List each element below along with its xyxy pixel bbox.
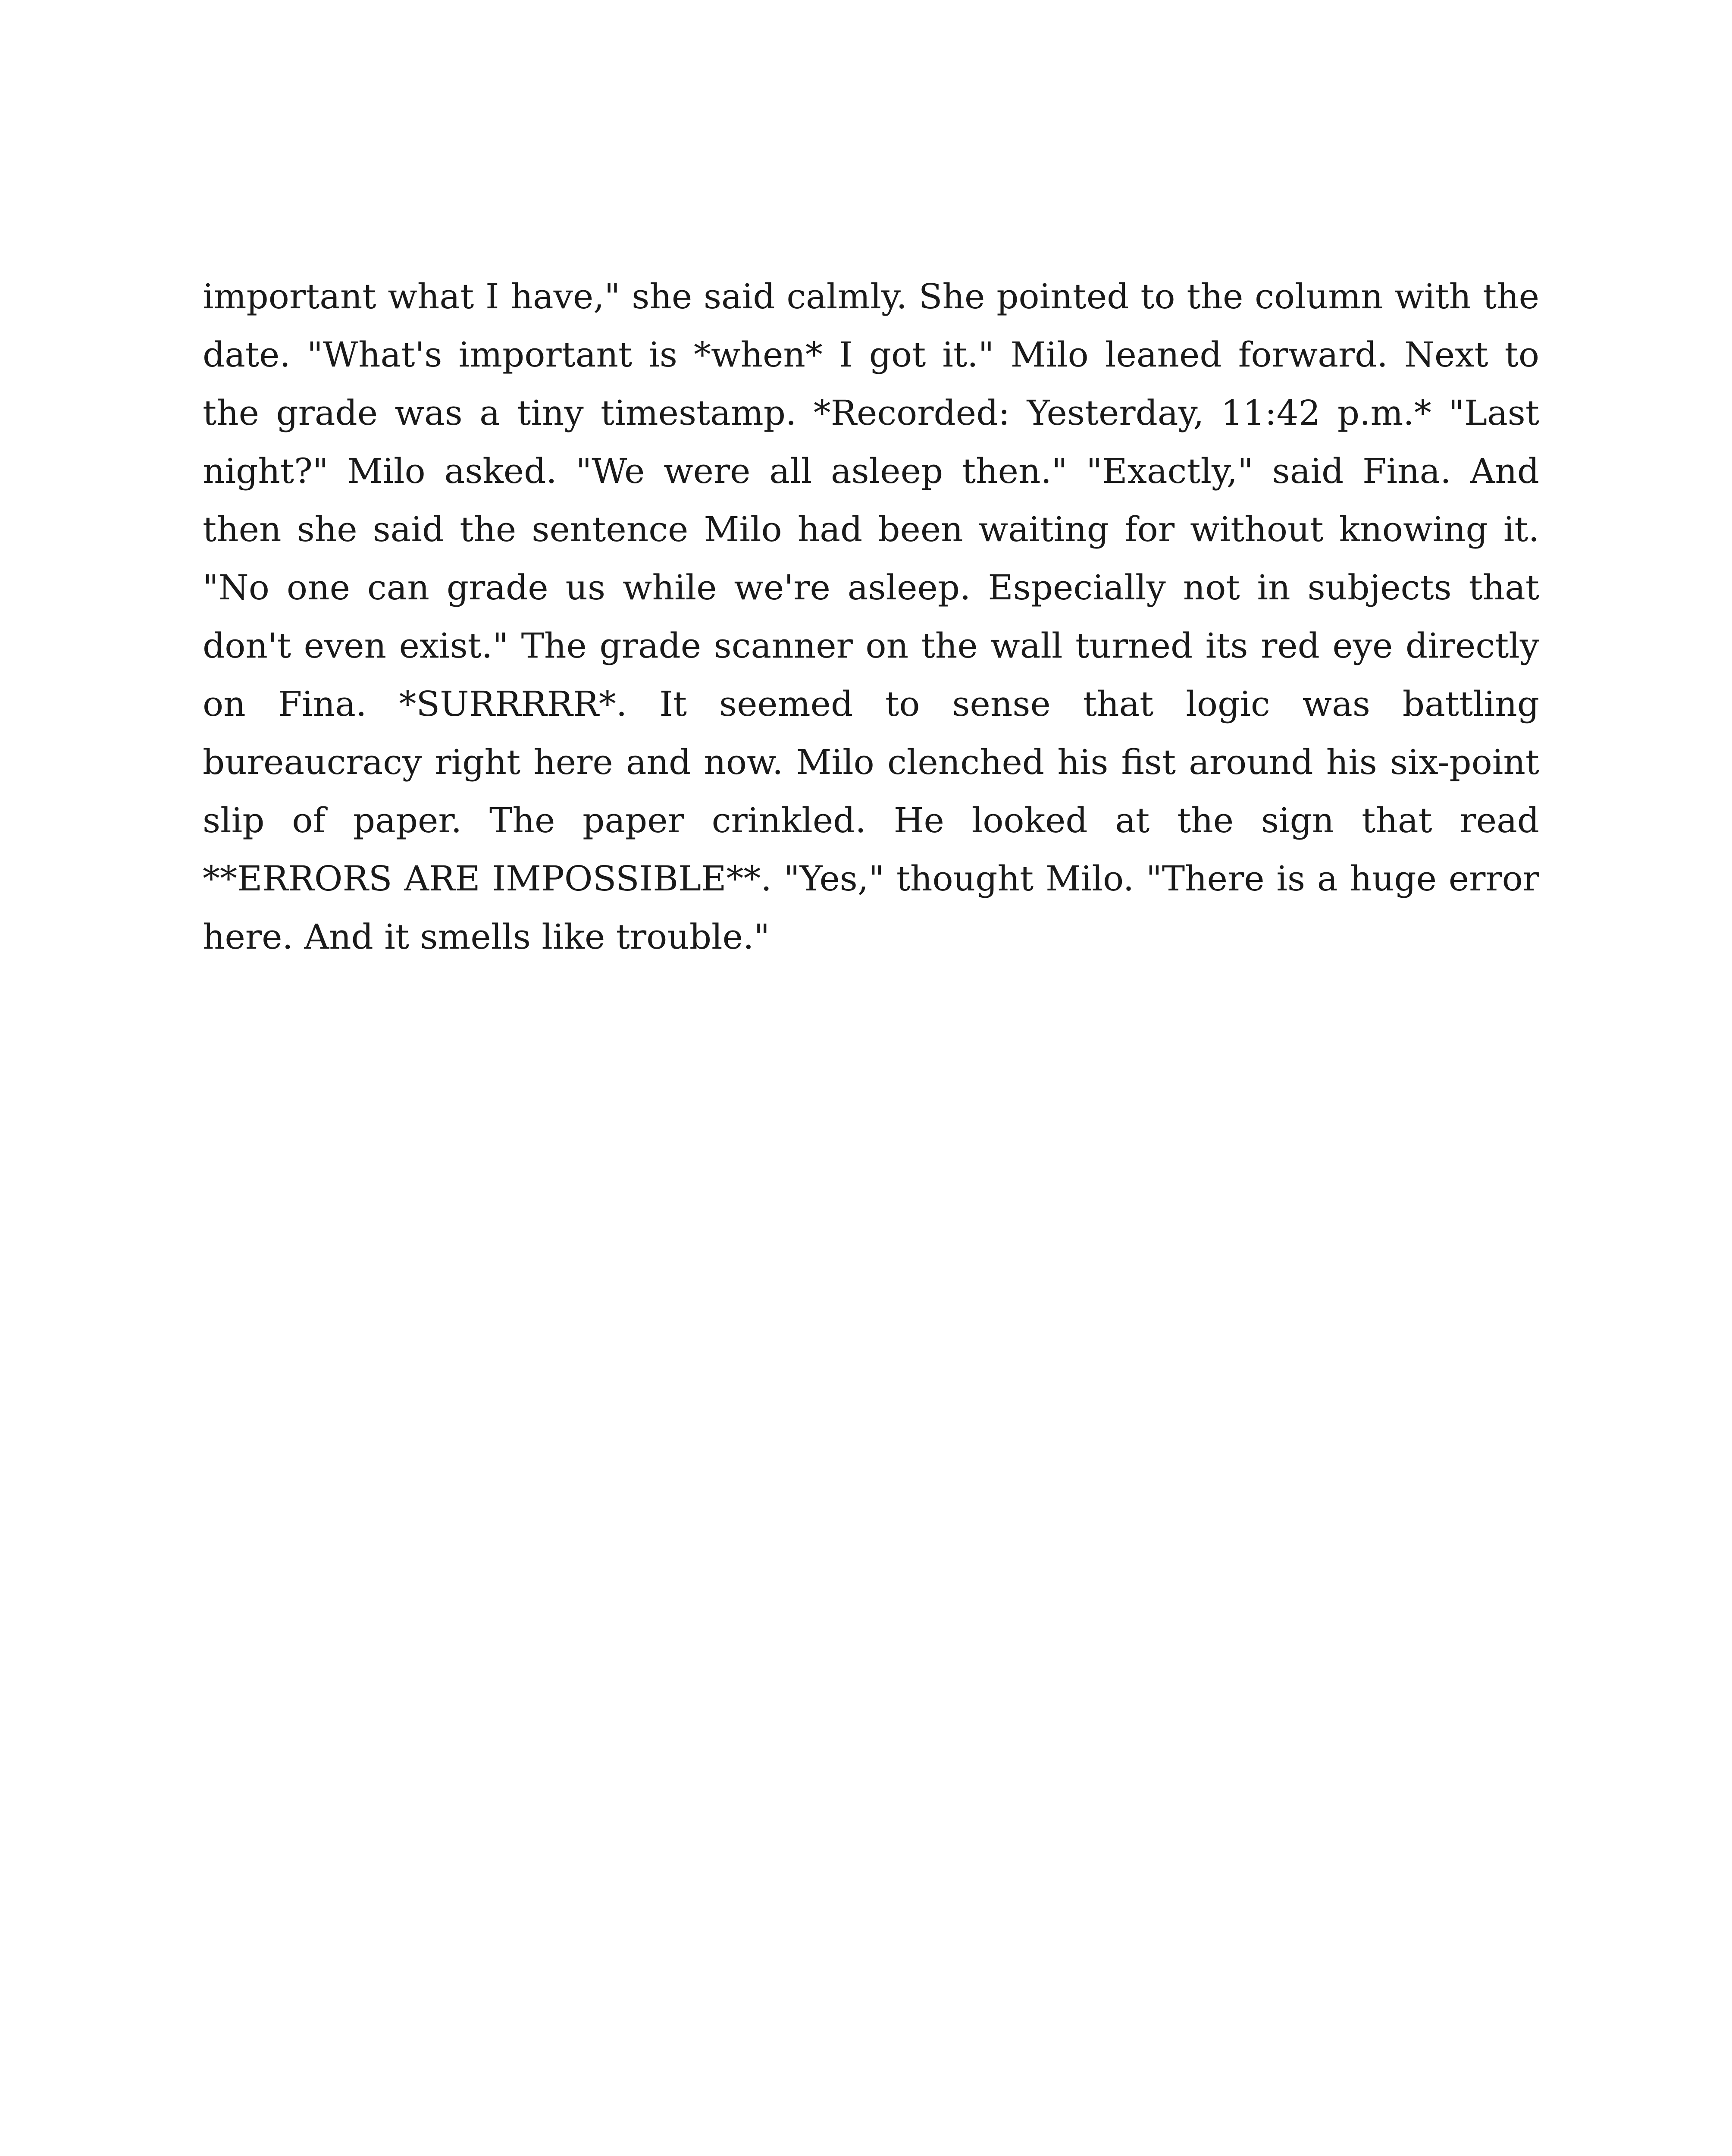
- body-paragraph: important what I have," she said calmly. She pointed to the column with the date. "What's important is *when* I got it." Milo leaned forward. Next to the grade was a tiny timestamp. *Recorded: Yesterday, 11:42 p.m.* "Last night?" Milo asked. "We were all asleep then." "Exactly," said Fina. And then she said the sentence Milo had been waiting for without knowing it. "No one can grade us while we're asleep. Especially not in subjects that don't even exist." The grade scanner on the wall turned its red eye directly on Fina. *SURRRRR*. It seemed to sense that logic was battling bureaucracy right here and now. Milo clenched his fist around his six-point slip of paper. The paper crinkled. He looked at the sign that read **ERRORS ARE IMPOSSIBLE**. "Yes," thought Milo. "There is a huge error here. And it smells like trouble.": [203, 276, 1539, 957]
